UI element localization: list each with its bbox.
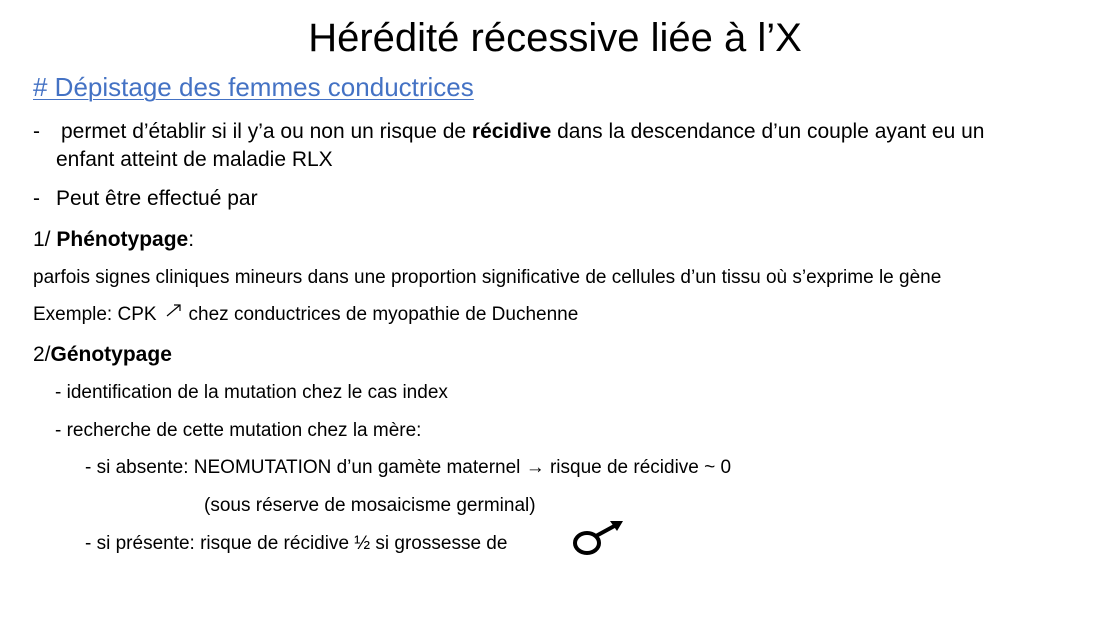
bullet-text-line1 (61, 118, 984, 146)
arrow-up-right-icon (165, 302, 183, 318)
sub-item-absent (85, 455, 731, 481)
section-heading-link[interactable]: # Dépistage des femmes conductrices (33, 72, 474, 102)
bullet-text: Peut être effectué par (56, 187, 258, 210)
example-line (33, 302, 578, 328)
bullet-text-bold: récidive (471, 120, 552, 143)
bullet-text-pre: permet d’établir si il y’a ou non un risque de (61, 120, 472, 143)
arrow-right-icon: → (525, 457, 545, 478)
section-bold: Phénotypage (56, 228, 189, 251)
sub-item-absent-text: - si absente: NEOMUTATION d’un gamète maternel (85, 457, 526, 478)
sub-item-absent-end: risque de récidive ~ 0 (544, 457, 732, 478)
male-symbol-icon (572, 519, 626, 557)
phenotypage-description: parfois signes cliniques mineurs dans une proportion significative de cellules d’un tissu où s’exprime le gène (33, 267, 942, 288)
bullet-dash: - (33, 120, 40, 143)
slide-title: Hérédité récessive liée à l’X (308, 16, 802, 60)
section-suffix: : (188, 228, 195, 251)
section-bold: Génotypage (50, 343, 172, 366)
genotypage-item: - identification de la mutation chez le cas index (55, 382, 448, 403)
section-prefix: 2/ (33, 343, 51, 366)
sub-item-reserve: (sous réserve de mosaicisme germinal) (204, 495, 536, 516)
section-prefix: 1/ (33, 228, 57, 251)
section-phenotypage-heading (33, 226, 194, 254)
sub-item-present: - si présente: risque de récidive ½ si grossesse de (85, 533, 508, 554)
example-post: chez conductrices de myopathie de Duchenne (188, 304, 579, 325)
genotypage-item: - recherche de cette mutation chez la mère: (55, 420, 422, 441)
example-pre: Exemple: CPK (33, 304, 157, 325)
bullet-dash: - (33, 187, 40, 210)
section-genotypage-heading (33, 341, 172, 369)
bullet-text-line2: enfant atteint de maladie RLX (56, 148, 333, 171)
bullet-text-post: dans la descendance d’un couple ayant eu un (551, 120, 985, 143)
